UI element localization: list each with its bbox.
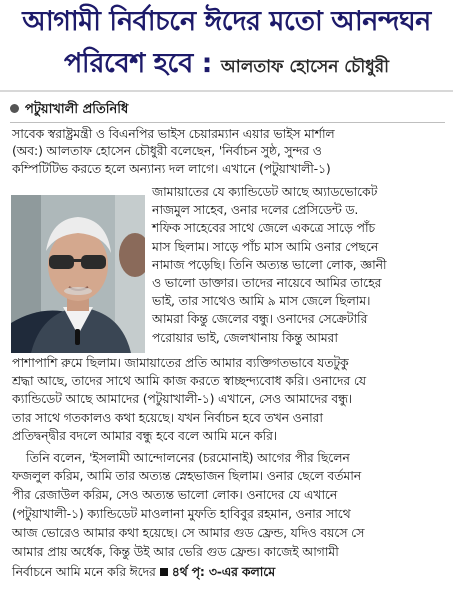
bullet-icon (10, 104, 19, 113)
article-line: সাবেক স্বরাষ্ট্রমন্ত্রী ও বিএনপির ভাইস চেয়ারম্যান এয়ার ভাইস মার্শাল (12, 126, 335, 141)
continuation-text: ৪র্থ পৃ: ৩-এর কলামে (171, 564, 275, 579)
article-line: (অব:) আলতাফ হোসেন চৌধুরী বলেছেন, 'নির্বাচন সুষ্ঠ, সুন্দর ও (12, 143, 322, 158)
article-line: ও ভালো ডাক্তার। তাদের নায়েবে আমির তাহের (152, 275, 382, 290)
article-line: (পটুয়াখালী-১) ক্যান্ডিডেট মাওলানা মুফতি হাবিবুর রহমান, ওনার সাথে (12, 506, 351, 521)
article-line: নামাজ পড়েছি। তিনি অত্যন্ত ভালো লোক, জ্ঞানী (152, 257, 387, 272)
headline-line-1: আগামী নির্বাচনে ঈদের মতো আনন্দঘন (22, 6, 431, 37)
continuation-note (156, 564, 275, 579)
last-line (12, 563, 444, 581)
reporter-name: পটুয়াখালী প্রতিনিধি (25, 102, 129, 117)
headline-main: পরিবেশ হবে : (64, 48, 212, 79)
article-line: তিনি বলেন, 'ইসলামী আন্দোলনের (চরমোনাই) আগের পীর ছিলেন (26, 450, 350, 465)
article-line: নাজমুল সাহেব, ওনার দলের প্রেসিডেন্ট ড. (152, 202, 359, 217)
article-line: পরোয়ার ভাই, জেলখানায় কিন্তু আমরা (152, 330, 338, 345)
article-line: মাস ছিলাম। সাড়ে পাঁচ মাস আমি ওনার পেছনে (152, 239, 379, 254)
article-line: জামায়াতের যে ক্যান্ডিডেট আছে অ্যাডভোকেট (152, 184, 378, 199)
article-line: ফজলুল করিম, আমি তার অত্যন্ত স্নেহভাজন ছিলাম। ওনার ছেলে বর্তমান (12, 468, 361, 483)
article-line: শ্রদ্ধা আছে, তাদের সাথে আমি কাজ করতে স্বাচ্ছন্দ্যবোধ করি। ওনাদের যে (12, 373, 366, 388)
portrait-photo (11, 195, 145, 353)
square-bullet-icon (160, 568, 168, 576)
article-line: আমরা কিন্তু জেলের বন্ধু। ওনাদের সেক্রেটারি (152, 311, 368, 326)
headline-divider (0, 90, 453, 92)
reporter-credit (10, 100, 128, 121)
headline-line-2 (0, 44, 453, 87)
article-line: ভাই, তার সাথেও আমি ৯ মাস জেলে ছিলাম। (152, 293, 371, 308)
credit-rule (10, 122, 445, 123)
article-line-last: নির্বাচনে আমি মনে করি ঈদের (12, 564, 156, 579)
article-line: পীর রেজাউল করিম, সেও অত্যন্ত ভালো লোক। ওনাদের যে এখানে (12, 487, 338, 502)
article-line: শফিক সাহেবের সাথে জেলে একত্রে সাড়ে পাঁচ (152, 220, 375, 235)
article-line: প্রতিদ্বন্দ্বীর বদলে আমার বন্ধু হবে বলে আমি মনে করি। (12, 428, 278, 443)
article-line: ক্যান্ডিডেট আছে আমাদের (পটুয়াখালী-১) এখানে, সেও আমাদের বন্ধু। (12, 391, 353, 406)
article-line: আমার প্রায় অর্ধেক, কিন্তু উই আর ভেরি গুড ফ্রেন্ড। কাজেই আগামী (12, 544, 339, 559)
article-line: তার সাথে গতকালও কথা হয়েছে। যখন নির্বাচন হবে তখন ওনারা (12, 410, 323, 425)
article-line: আজ ভোরেও আমার কথা হয়েছে। সে আমার গুড ফ্রেন্ড, যদিও বয়সে সে (12, 525, 365, 540)
headline-byline: আলতাফ হোসেন চৌধুরী (220, 57, 389, 77)
article-line: কম্পিটিটিভ করতে হলে অন্যান্য দল লাগে। এখানে (পটুয়াখালী-১) (12, 161, 331, 176)
article-line: পাশাপাশি রুমে ছিলাম। জামায়াতের প্রতি আমার ব্যক্তিগতভাবে যতটুকু (12, 355, 349, 370)
